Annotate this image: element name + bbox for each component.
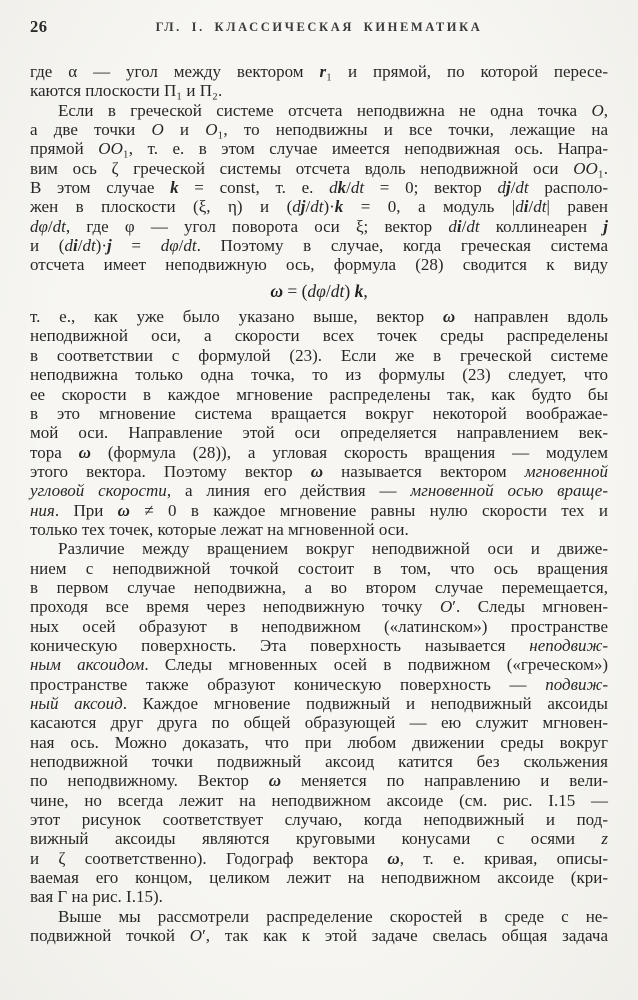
text-line: т. е., как уже было указано выше, вектор ω направлен вдоль [30,307,608,327]
text-line: в соответствии с формулой (23). Если же в греческой системе [30,345,608,365]
text-line: ния. При ω ≠ 0 в каждое мгновение равны нулю скорости тех и [30,500,608,520]
running-title: ГЛ. I. КЛАССИЧЕСКАЯ КИНЕМАТИКА [155,20,483,34]
text-line: вижный аксоиды являются круговыми конусами с осями z [30,829,608,849]
text-line: подвижной точкой O′, так как к этой задаче свелась общая задача [30,926,608,946]
page-header [30,16,608,40]
text-line: касаются друг друга по общей образующей — ею служит мгновен- [30,713,608,733]
text-line: в это мгновение система вращается вокруг некоторой воображае- [30,403,608,423]
text-line: вая Г на рис. I.15). [30,887,163,907]
text-line: пространстве также образуют коническую поверхность — подвиж- [30,674,608,694]
text-line: по неподвижному. Вектор ω меняется по направлению и вели- [30,771,609,791]
page-number: 26 [30,17,48,36]
text-line: проходя все время через неподвижную точку O′. Следы мгновен- [30,597,608,617]
text-line: ным аксоидом. Следы мгновенных осей в подвижном («греческом») [30,655,609,675]
text-line: ных осей образуют в неподвижном («латинском») пространстве [30,616,608,636]
text-line: только тех точек, которые лежат на мгновенной оси. [30,519,409,539]
text-line: жен в плоскости (ξ, η) и (dj/dt)·k = 0, а модуль |di/dt| равен [30,197,608,217]
text-line: где α — угол между вектором r₁ и прямой, по которой пересе- [30,62,608,81]
text-line: ваемая его концом, целиком лежит на неподвижном аксоиде (кри- [30,868,608,888]
text-line: неподвижна только одна точка, то из формулы (23) следует, что [30,365,608,385]
text-line: нием с неподвижной точкой состоит в том, что ось вращения [30,558,608,578]
text-line: а две точки O и O₁, то неподвижны и все точки, лежащие на [30,120,608,140]
text-line: Различие между вращением вокруг неподвижной оси и движе- [58,539,608,559]
text-line: в первом случае неподвижна, а во втором случае перемещается, [30,577,608,597]
page-body [30,62,608,945]
text-line: Если в греческой системе отсчета неподвижна не одна точка O, [58,100,608,120]
text-line: угловой скорости, а линия его действия — мгновенной осью враще- [30,481,608,501]
text-line: коническую поверхность. Эта поверхность называется неподвиж- [30,635,608,655]
text-line: прямой OO₁, т. е. в этом случае имеется неподвижная ось. Напра- [30,139,609,159]
text-line: этого вектора. Поэтому вектор ω называется вектором мгновенной [30,461,608,481]
text-line: каются плоскости П₁ и П₂. [30,81,223,101]
text-line: ная ось. Можно доказать, что при любом движении среды вокруг [30,732,608,752]
display-formula: ω = (dφ/dt) k, [270,280,368,301]
text-line: ный аксоид. Каждое мгновение подвижный и неподвижный аксоиды [30,694,608,713]
text-line: В этом случае k = const, т. е. dk/dt = 0; вектор dj/dt располо- [30,178,608,198]
text-line: и ζ соответственно). Годограф вектора ω, т. е. кривая, описы- [30,848,608,868]
text-line: этот рисунок соответствует случаю, когда неподвижный и под- [30,810,608,830]
text-line: тора ω (формула (28)), а угловая скорость вращения — модулем [30,442,608,462]
text-line: ее скорости в каждое мгновение распределены так, как будто бы [30,384,608,404]
text-line: чине, но всегда лежит на неподвижном аксоиде (см. рис. I.15 — [30,790,608,810]
text-line: Выше мы рассмотрели распределение скоростей в среде с не- [58,906,608,926]
text-line: неподвижной точки подвижный аксоид катится без скольжения [30,752,608,772]
text-line: вим ось ζ греческой системы отсчета вдоль неподвижной оси OO₁. [30,158,608,178]
text-line: и (di/dt)·j = dφ/dt. Поэтому в случае, когда греческая система [30,236,608,256]
text-line: неподвижной оси, а скорости всех точек среды распределены [30,326,608,346]
text-line: отсчета имеет неподвижную ось, формула (28) сводится к виду [30,255,608,275]
text-line: dφ/dt, где φ — угол поворота оси ξ; вектор di/dt коллинеарен j [30,216,608,236]
text-line: мой оси. Направление этой оси определяется направлением век- [30,423,608,443]
